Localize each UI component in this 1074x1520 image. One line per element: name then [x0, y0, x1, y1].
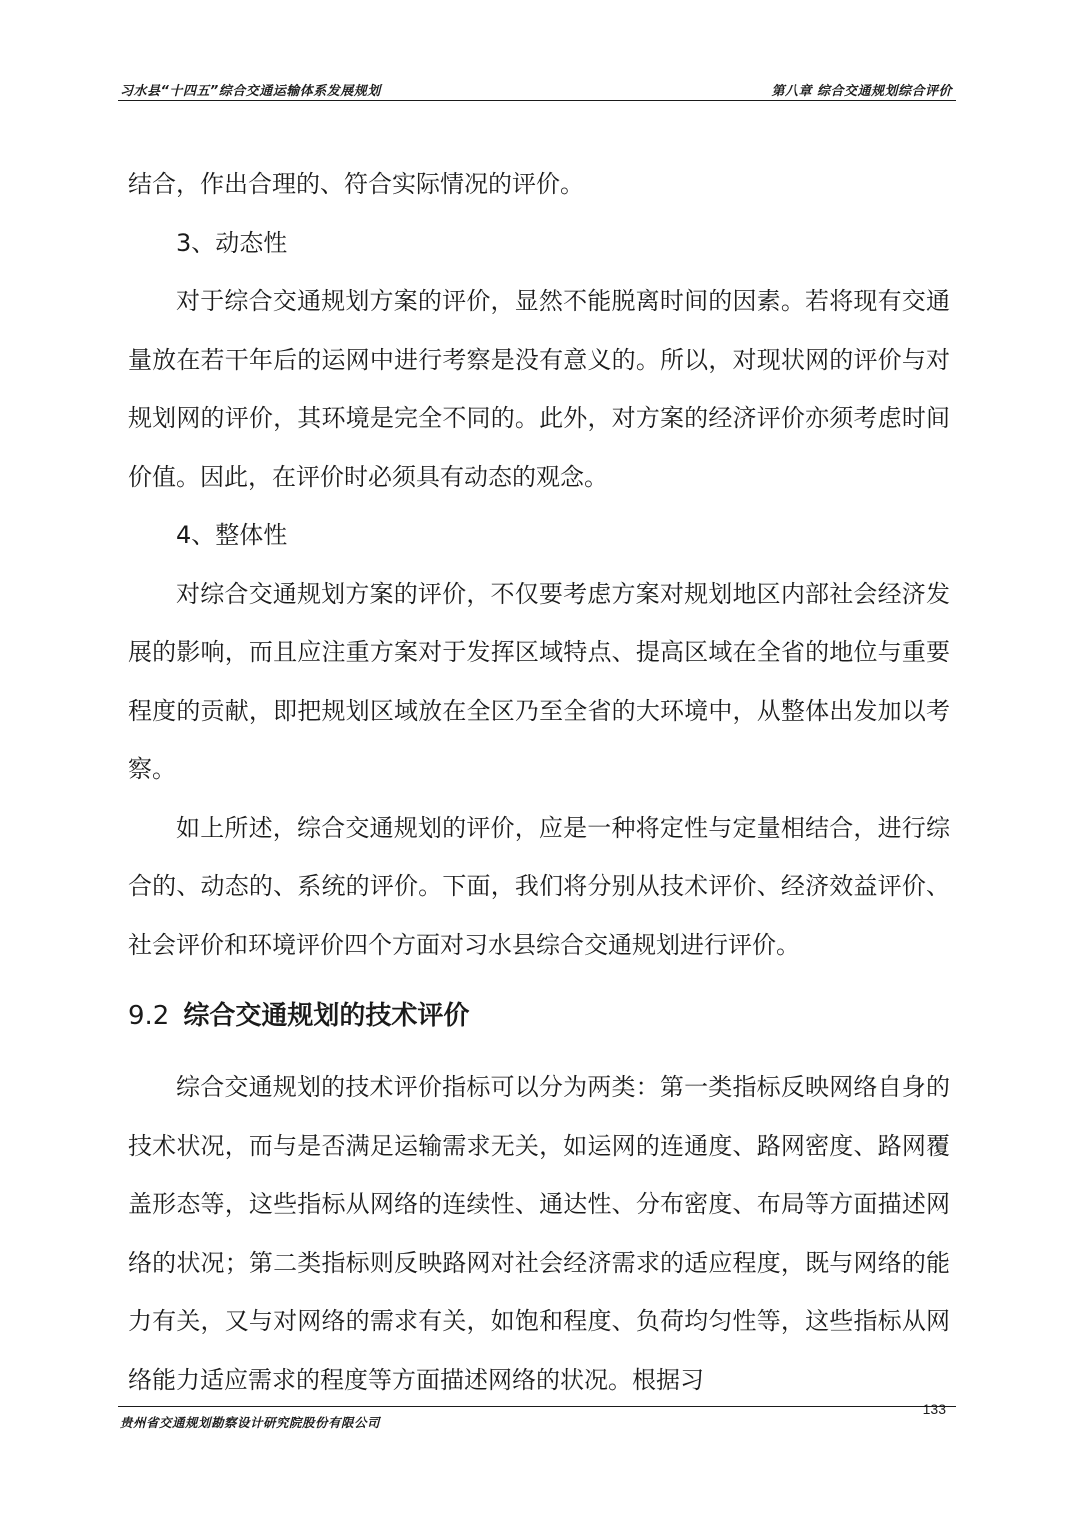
footer-company-name: 贵州省交通规划勘察设计研究院股份有限公司: [120, 1415, 381, 1430]
paragraph-summary: 如上所述，综合交通规划的评价，应是一种将定性与定量相结合，进行综合的、动态的、系统的评价。下面，我们将分别从技术评价、经济效益评价、社会评价和环境评价四个方面对习水县综合交通规划进行评价。: [128, 813, 950, 959]
section-number: 9.2: [128, 1001, 170, 1031]
paragraph-integrity: 对综合交通规划方案的评价，不仅要考虑方案对规划地区内部社会经济发展的影响，而且应注重方案对于发挥区域特点、提高区域在全省的地位与重要程度的贡献，即把规划区域放在全区乃至全省的大环境中，从整体出发加以考察。: [128, 579, 950, 783]
paragraph-dynamic: 对于综合交通规划方案的评价，显然不能脱离时间的因素。若将现有交通量放在若干年后的运网中进行考察是没有意义的。所以，对现状网的评价与对规划网的评价，其环境是完全不同的。此外，对方案的经济评价亦须考虑时间价值。因此，在评价时必须具有动态的观念。: [128, 287, 950, 491]
header-chapter-title: 第八章 综合交通规划综合评价: [771, 84, 952, 99]
section-title: 综合交通规划的技术评价: [183, 1001, 470, 1031]
subheading-integrity: 4、整体性: [176, 521, 288, 549]
section-heading: [128, 974, 950, 1058]
subheading-dynamic: 3、动态性: [176, 228, 288, 257]
page-header: [118, 72, 956, 101]
paragraph-technical-evaluation: 综合交通规划的技术评价指标可以分为两类：第一类指标反映网络自身的技术状况，而与是否满足运输需求无关，如运网的连通度、路网密度、路网覆盖形态等，这些指标从网络的连续性、通达性、分布密度、布局等方面描述网络的状况；第二类指标则反映路网对社会经济需求的适应程度，既与网络的能力有关，又与对网络的需求有关，如饱和程度、负荷均匀性等，这些指标从网络能力适应需求的程度等方面描述网络的状况。根据习: [128, 1073, 950, 1394]
paragraph-continued: 结合，作出合理的、符合实际情况的评价。: [128, 170, 584, 198]
document-body: [128, 155, 950, 1409]
page-footer: [118, 1401, 956, 1433]
header-document-title: 习水县“十四五”综合交通运输体系发展规划: [120, 84, 381, 99]
page-number: 133: [922, 1401, 946, 1417]
